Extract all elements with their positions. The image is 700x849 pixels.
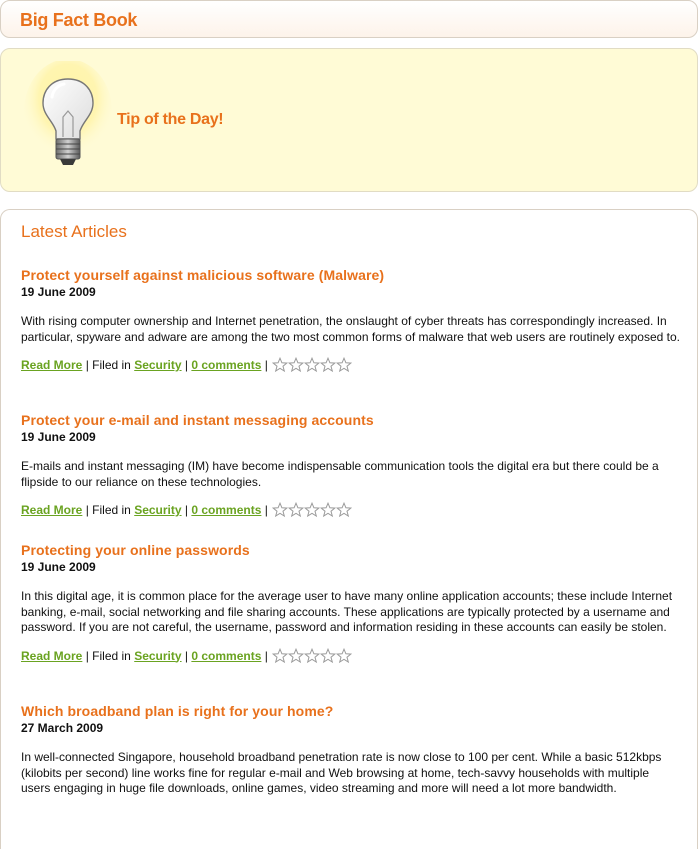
article-meta — [21, 648, 681, 664]
category-link[interactable]: Security — [134, 358, 182, 372]
comments-link[interactable]: 0 comments — [191, 358, 262, 372]
tip-of-the-day-panel — [0, 48, 698, 192]
meta-separator: | — [184, 503, 189, 517]
article-meta — [21, 502, 681, 518]
star-icon[interactable] — [320, 502, 336, 518]
site-header — [0, 0, 698, 38]
star-rating[interactable] — [272, 357, 352, 373]
meta-separator: | — [85, 503, 89, 517]
article-item — [21, 541, 681, 664]
meta-separator: | — [85, 648, 89, 663]
section-title: Latest Articles — [21, 222, 127, 241]
filed-in-label: Filed in — [92, 358, 131, 372]
star-icon[interactable] — [304, 648, 320, 664]
article-date: 19 June 2009 — [21, 430, 96, 444]
article-summary: E-mails and instant messaging (IM) have become indispensable communication tools the digital era but there could be a flipside to our reliance on these technologies. — [21, 459, 659, 489]
star-icon[interactable] — [272, 648, 288, 664]
article-date: 19 June 2009 — [21, 285, 96, 299]
meta-separator: | — [85, 358, 89, 372]
comments-link[interactable]: 0 comments — [191, 503, 262, 517]
read-more-link[interactable]: Read More — [21, 503, 83, 517]
tip-of-the-day-title[interactable]: Tip of the Day! — [117, 111, 224, 128]
read-more-link[interactable]: Read More — [21, 648, 83, 663]
article-title-link[interactable]: Protect your e-mail and instant messaging accounts — [21, 412, 374, 428]
article-summary: In well-connected Singapore, household broadband penetration rate is now close to 100 per cent. While a basic 512kbps (kilobits per second) line works fine for regular e-mail and Web browsing at home, tech-savvy households with multiple users engaging in huge file downloads, online games, video streaming and more will need a lot more bandwidth. — [21, 750, 662, 795]
category-link[interactable]: Security — [134, 503, 182, 517]
meta-separator: | — [264, 358, 268, 372]
article-item — [21, 702, 681, 797]
star-icon[interactable] — [272, 502, 288, 518]
star-icon[interactable] — [288, 648, 304, 664]
meta-separator: | — [184, 358, 189, 372]
latest-articles-panel — [0, 209, 698, 849]
article-date: 19 June 2009 — [21, 560, 96, 574]
article-date: 27 March 2009 — [21, 721, 104, 735]
read-more-link[interactable]: Read More — [21, 358, 83, 372]
star-icon[interactable] — [336, 357, 352, 373]
site-title[interactable]: Big Fact Book — [20, 10, 138, 30]
star-rating[interactable] — [272, 502, 352, 518]
star-icon[interactable] — [304, 502, 320, 518]
star-icon[interactable] — [336, 648, 352, 664]
meta-separator: | — [184, 648, 189, 663]
star-icon[interactable] — [320, 648, 336, 664]
comments-link[interactable]: 0 comments — [191, 648, 262, 663]
star-icon[interactable] — [304, 357, 320, 373]
star-icon[interactable] — [320, 357, 336, 373]
article-item — [21, 266, 681, 373]
article-title-link[interactable]: Which broadband plan is right for your home? — [21, 703, 334, 719]
star-rating[interactable] — [272, 648, 352, 664]
meta-separator: | — [264, 503, 268, 517]
article-title-link[interactable]: Protect yourself against malicious software (Malware) — [21, 267, 385, 283]
meta-separator: | — [264, 648, 268, 663]
star-icon[interactable] — [288, 502, 304, 518]
filed-in-label: Filed in — [92, 503, 131, 517]
star-icon[interactable] — [272, 357, 288, 373]
category-link[interactable]: Security — [134, 648, 182, 663]
article-item — [21, 411, 681, 518]
article-title-link[interactable]: Protecting your online passwords — [21, 542, 250, 558]
article-summary: With rising computer ownership and Internet penetration, the onslaught of cyber threats has correspondingly increased. In particular, spyware and adware are among the two most common forms of malware that web users are routinely exposed to. — [21, 314, 680, 344]
filed-in-label: Filed in — [92, 648, 131, 663]
lightbulb-icon — [23, 61, 113, 179]
article-summary: In this digital age, it is common place for the average user to have many online application accounts; these include Internet banking, e-mail, social networking and file sharing accounts. These applications are typically protected by a username and password. If you are not careful, the username, password and information residing in these accounts can easily be stolen. — [21, 589, 673, 634]
article-meta — [21, 357, 681, 373]
star-icon[interactable] — [288, 357, 304, 373]
star-icon[interactable] — [336, 502, 352, 518]
